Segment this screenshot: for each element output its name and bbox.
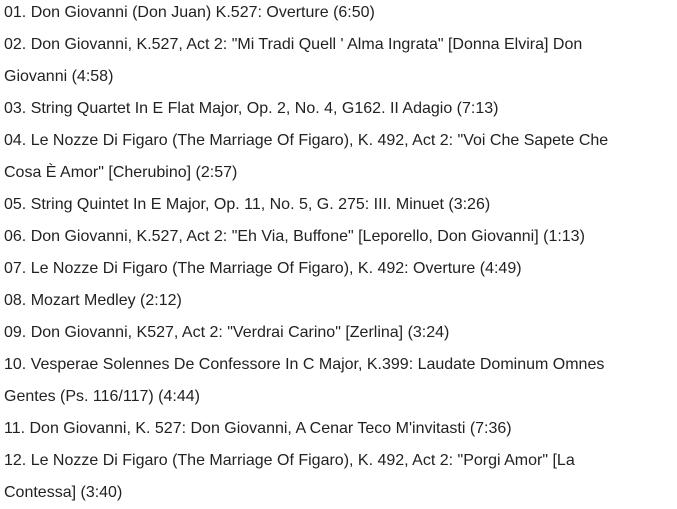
- track-item-04: 04. Le Nozze Di Figaro (The Marriage Of Figaro), K. 492, Act 2: "Voi Che Sapete Che Cosa È Amor" [Cherubino] (2:57): [4, 132, 609, 181]
- track-item-05: 05. String Quintet In E Major, Op. 11, No. 5, G. 275: III. Minuet (3:26): [4, 196, 491, 213]
- track-item-10: 10. Vesperae Solennes De Confessore In C Major, K.399: Laudate Dominum Omnes Gentes (Ps. 116/117) (4:44): [4, 356, 605, 405]
- track-list: [4, 0, 624, 509]
- track-item-12: 12. Le Nozze Di Figaro (The Marriage Of Figaro), K. 492, Act 2: "Porgi Amor" [La Contessa] (3:40): [4, 452, 575, 501]
- track-item-01: 01. Don Giovanni (Don Juan) K.527: Overture (6:50): [4, 4, 375, 21]
- track-item-03: 03. String Quartet In E Flat Major, Op. 2, No. 4, G162. II Adagio (7:13): [4, 100, 499, 117]
- track-item-06: 06. Don Giovanni, K.527, Act 2: "Eh Via, Buffone" [Leporello, Don Giovanni] (1:13): [4, 228, 585, 245]
- track-item-11: 11. Don Giovanni, K. 527: Don Giovanni, A Cenar Teco M'invitasti (7:36): [4, 420, 512, 437]
- track-item-07: 07. Le Nozze Di Figaro (The Marriage Of Figaro), K. 492: Overture (4:49): [4, 260, 522, 277]
- track-item-09: 09. Don Giovanni, K527, Act 2: "Verdrai Carino" [Zerlina] (3:24): [4, 324, 450, 341]
- track-item-02: 02. Don Giovanni, K.527, Act 2: "Mi Tradi Quell ' Alma Ingrata" [Donna Elvira] Don Giovanni (4:58): [4, 36, 583, 85]
- track-item-08: 08. Mozart Medley (2:12): [4, 292, 182, 309]
